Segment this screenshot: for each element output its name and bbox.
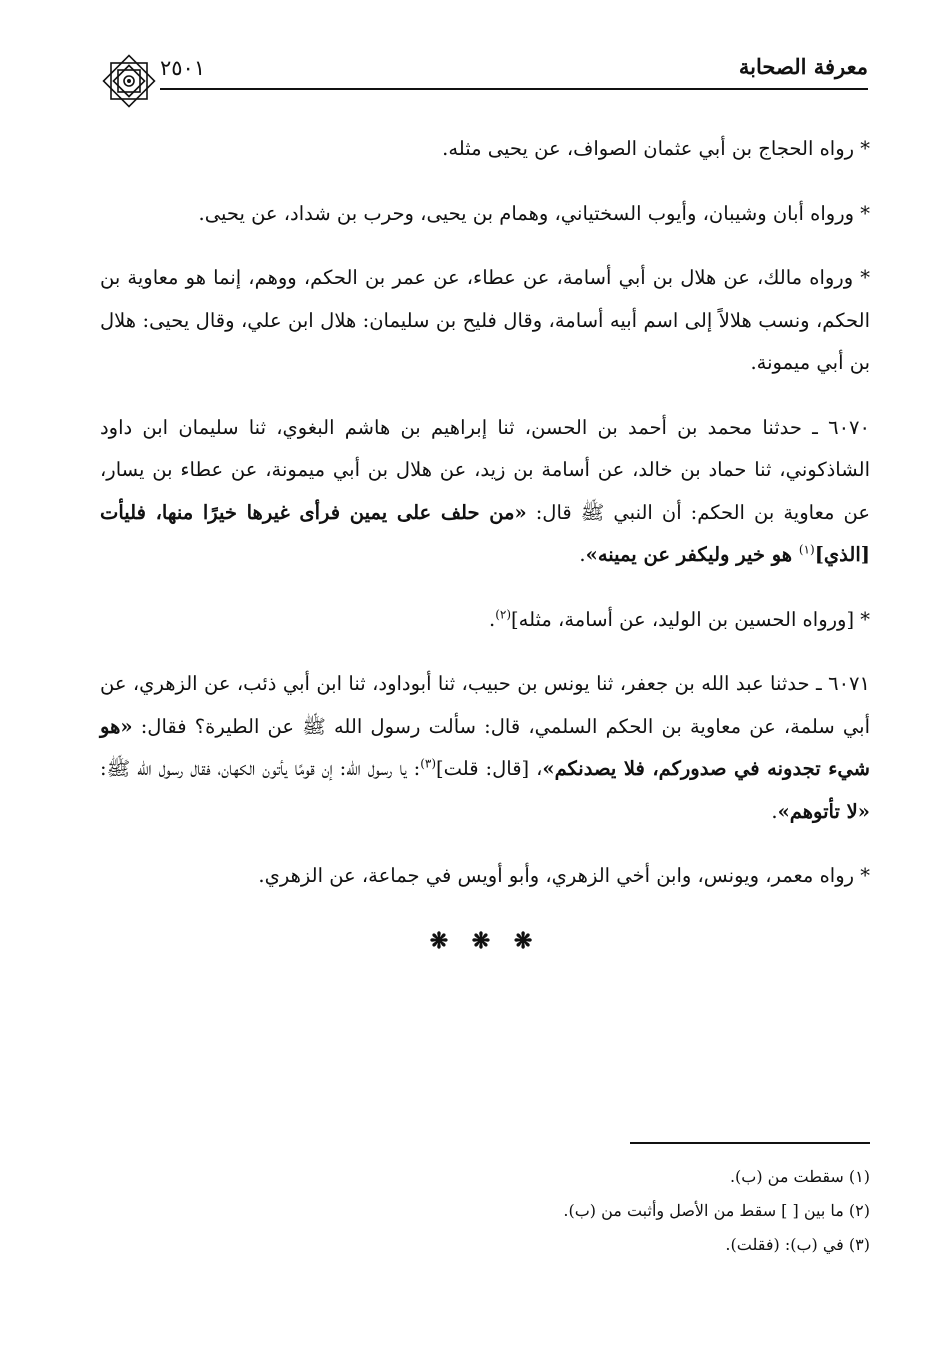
hadith-text: ٦٠٧٠ ـ حدثنا محمد بن أحمد بن الحسن، ثنا إبراهيم بن هاشم البغوي، ثنا سليمان ابن داود الشاذكوني، ثنا حماد بن خالد، عن أسامة بن زيد، عن هلال بن أبي ميمونة، عن عطاء بن يسار، عن معاوية بن الحكم: أن النبي ﷺ قال: — [100, 415, 870, 524]
footnotes — [100, 1160, 870, 1262]
hadith-text: ٦٠٧١ ـ حدثنا عبد الله بن جعفر، ثنا يونس بن حبيب، ثنا أبوداود، ثنا ابن أبي ذئب، عن الزهري، عن أبي سلمة، عن معاوية بن الحكم السلمي، قال: سألت رسول الله ﷺ عن الطيرة؟ فقال: — [100, 672, 870, 738]
paragraph-hadith-6070 — [100, 407, 870, 577]
octagram-ornament-icon — [98, 50, 160, 112]
paragraph-narration-2: * ورواه أبان وشيبان، وأيوب السختياني، وهمام بن يحيى، وحرب بن شداد، عن يحيى. — [198, 201, 870, 225]
narration-end: . — [488, 607, 496, 631]
footnote-2: (٢) ما بين [ ] سقط من الأصل وأثبت من (ب). — [563, 1201, 870, 1220]
footnote-ref-2: (٢) — [495, 607, 512, 621]
narration-text: * [ورواه الحسين بن الوليد، عن أسامة، مثله] — [511, 607, 870, 631]
footnote-ref-1: (١) — [798, 542, 815, 557]
hadith-text: ، [قال: قلت] — [436, 757, 543, 780]
paragraph-hadith-6071 — [100, 663, 870, 833]
footnote-rule — [630, 1142, 870, 1144]
hadith-quote: «من حلف على يمين فرأى غيرها خيرًا منها، فليأت [الذي] — [100, 500, 870, 566]
footnote-3: (٣) في (ب): (فقلت). — [725, 1235, 870, 1254]
paragraph-narration-3: * ورواه مالك، عن هلال بن أبي أسامة، عن عطاء، عن عمر بن الحكم، ووهم، إنما هو معاوية بن الحكم، ونسب هلالاً إلى اسم أبيه أسامة، وقال فليح بن سليمان: هلال ابن علي، وقال يحيى: هلال بن أبي ميمونة. — [100, 266, 870, 374]
hadith-text: : يا رسول الله: إن قومًا يأتون الكهان، فقال رسول الله ﷺ: — [100, 757, 421, 780]
hadith-quote: «لا تأتوهم» — [777, 799, 870, 823]
hadith-quote: هو خير وليكفر عن يمينه» — [585, 543, 799, 566]
hadith-text: . — [771, 799, 778, 823]
hadith-text: . — [579, 543, 586, 566]
paragraph-narration-1: * رواه الحجاج بن أبي عثمان الصواف، عن يحيى مثله. — [442, 137, 870, 160]
book-title: معرفة الصحابة — [738, 54, 868, 79]
page-header — [98, 50, 868, 90]
section-separator: ❋ ❋ ❋ — [429, 927, 541, 954]
page-number: ٢٥٠١ — [160, 56, 206, 80]
footnote-ref-3: (٣) — [420, 756, 437, 771]
main-text — [100, 128, 870, 962]
hadith-quote: «هو شيء تجدونه في صدوركم، فلا يصدنكم» — [100, 714, 870, 780]
header-rule — [160, 88, 868, 90]
footnote-1: (١) سقطت من (ب). — [729, 1167, 870, 1186]
paragraph-narration-5: * رواه معمر، ويونس، وابن أخي الزهري، وأبو أويس في جماعة، عن الزهري. — [258, 864, 870, 887]
paragraph-narration-4 — [100, 599, 870, 642]
